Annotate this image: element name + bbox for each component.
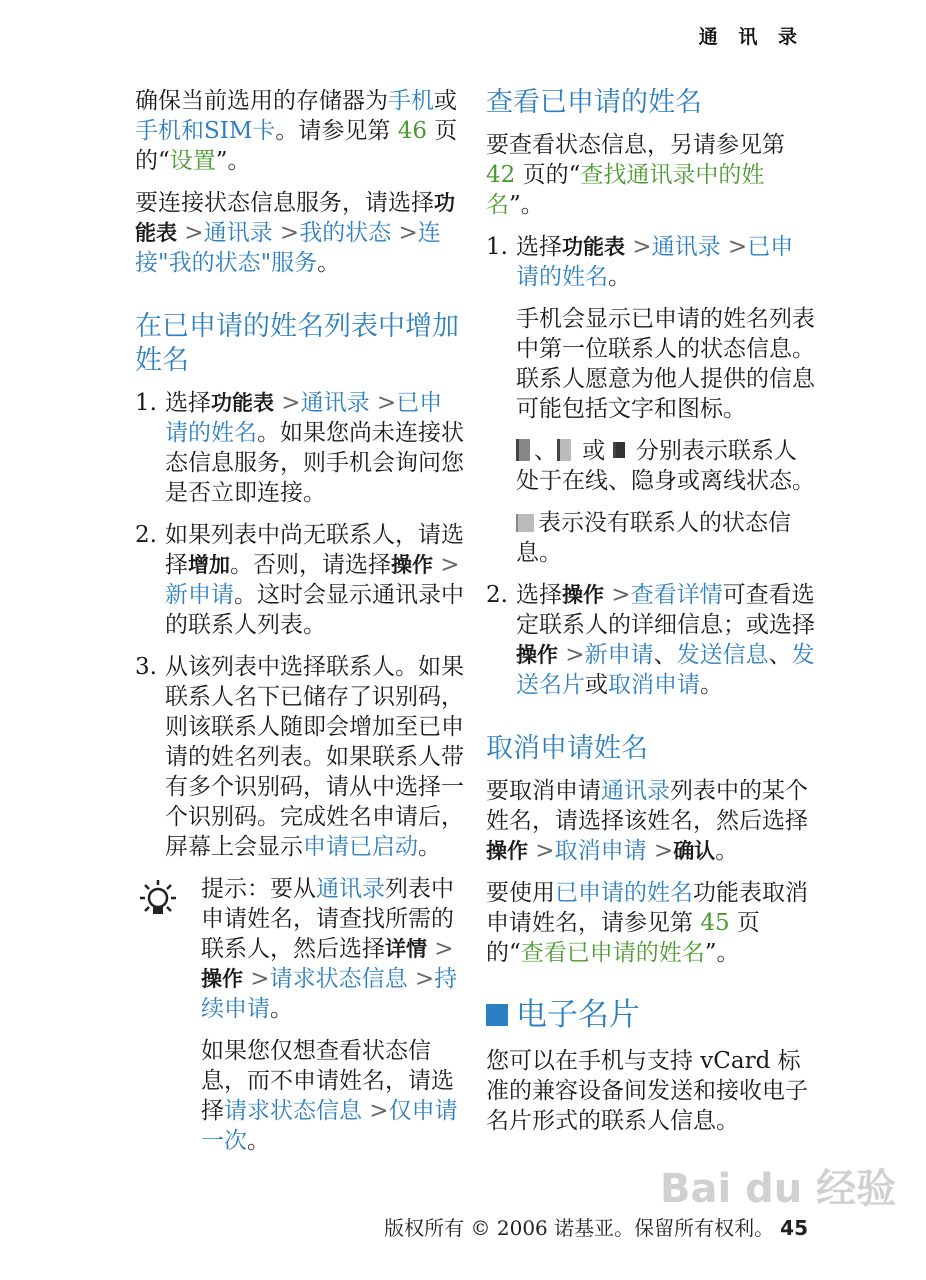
page-ref[interactable]: 45 xyxy=(700,910,730,936)
link-subscribed-names[interactable]: 已申请的姓名 xyxy=(555,880,693,906)
link-new-subscription[interactable]: 新申请 xyxy=(165,582,234,608)
link-cancel-subscription[interactable]: 取消申请 xyxy=(554,838,647,864)
copyright-text: 版权所有 © 2006 诺基亚。保留所有权利。 xyxy=(384,1216,775,1240)
paragraph-cancel-menu: 要使用已申请的姓名功能表取消申请姓名，请参见第 45 页的“查看已申请的姓名”。 xyxy=(486,880,808,966)
add-steps-list xyxy=(135,388,465,862)
heading-add-names: 在已申请的姓名列表中增加姓名 xyxy=(135,311,459,376)
list-item: 1. 选择功能表 >通讯录 >已申请的姓名。 xyxy=(486,234,794,290)
no-status-icon xyxy=(516,514,534,532)
left-column xyxy=(135,86,465,1168)
link-phone-sim[interactable]: 手机和SIM卡 xyxy=(135,118,276,144)
link-contacts[interactable]: 通讯录 xyxy=(601,778,670,804)
link-contacts[interactable]: 通讯录 xyxy=(203,220,273,246)
view-steps-list-2 xyxy=(486,580,816,700)
section-header: 通 讯 录 xyxy=(698,26,804,48)
tip-text-2: 如果您仅想查看状态信息，而不申请姓名，请选择请求状态信息 >仅申请一次。 xyxy=(201,1038,458,1154)
link-my-presence[interactable]: 我的状态 xyxy=(299,220,392,246)
page-ref[interactable]: 46 xyxy=(397,118,427,144)
invisible-icon xyxy=(557,439,571,461)
lightbulb-icon xyxy=(135,878,181,924)
page-number: 45 xyxy=(780,1216,808,1240)
link-send-card[interactable]: 发送名片 xyxy=(516,642,815,698)
link-new-subscription[interactable]: 新申请 xyxy=(584,642,654,668)
link-contacts[interactable]: 通讯录 xyxy=(300,390,370,416)
menu-term: 功能表 xyxy=(135,191,455,245)
link-contacts[interactable]: 通讯录 xyxy=(651,234,721,260)
paragraph-no-status: 表示没有联系人的状态信息。 xyxy=(516,510,791,566)
crossref-view-names[interactable]: 查看已申请的姓名 xyxy=(520,940,705,966)
link-send-message[interactable]: 发送信息 xyxy=(676,642,769,668)
link-phone[interactable]: 手机 xyxy=(388,88,434,114)
right-column xyxy=(486,86,816,1148)
paragraph-connect: 要连接状态信息服务，请选择功能表 >通讯录 >我的状态 >连接"我的状态"服务。 xyxy=(135,190,455,276)
link-view-details[interactable]: 查看详情 xyxy=(630,582,723,608)
watermark-logo xyxy=(660,1158,897,1214)
tip-block xyxy=(135,874,465,1156)
svg-text:Bai du 经验: Bai du 经验 xyxy=(660,1166,897,1212)
heading-view-names: 查看已申请的姓名 xyxy=(486,87,702,118)
paragraph-view-status: 要查看状态信息，另请参见第 42 页的“查找通讯录中的姓名”。 xyxy=(486,132,785,218)
link-subscription-started[interactable]: 申请已启动 xyxy=(303,834,418,860)
link-cancel-subscription[interactable]: 取消申请 xyxy=(608,672,700,698)
link-subscribed-names[interactable]: 已申请的姓名 xyxy=(165,390,443,446)
link-continuous-subscription[interactable]: 持续申请 xyxy=(201,966,458,1022)
view-steps-list xyxy=(486,232,816,292)
link-contacts[interactable]: 通讯录 xyxy=(316,876,385,902)
list-item: 3. 从该列表中选择联系人。如果联系人名下已储存了识别码，则该联系人随即会增加至已申请的姓名列表。如果联系人带有多个识别码，请从中选择一个识别码。完成姓名申请后，屏幕上会显示申请已启动。 xyxy=(135,654,464,860)
list-item: 2. 如果列表中尚无联系人，请选择增加。否则，请选择操作 >新申请。这时会显示通讯录中的联系人列表。 xyxy=(135,522,464,638)
offline-icon xyxy=(613,442,625,458)
paragraph-status-icons: 、 或 分别表示联系人处于在线、隐身或离线状态。 xyxy=(516,438,815,494)
section-square-icon xyxy=(486,1004,508,1026)
page-footer xyxy=(384,1212,808,1241)
link-connect-presence[interactable]: 连接"我的状态"服务 xyxy=(135,220,441,276)
link-request-status[interactable]: 请求状态信息 xyxy=(224,1098,362,1124)
page-ref[interactable]: 42 xyxy=(486,162,516,188)
heading-cancel-names: 取消申请姓名 xyxy=(486,733,648,764)
heading-business-cards: 电子名片 xyxy=(486,996,816,1034)
link-request-status[interactable]: 请求状态信息 xyxy=(269,966,408,992)
crossref-find-names[interactable]: 查找通讯录中的姓名 xyxy=(486,162,765,218)
paragraph-cancel: 要取消申请通讯录列表中的某个姓名，请选择该姓名，然后选择操作 >取消申请 >确认。 xyxy=(486,778,808,864)
crossref-settings[interactable]: 设置 xyxy=(169,148,216,174)
list-item: 2. 选择操作 >查看详情可查看选定联系人的详细信息；或选择操作 >新申请、发送信息、发送名片或取消申请。 xyxy=(486,582,815,698)
paragraph-status-display: 手机会显示已申请的姓名列表中第一位联系人的状态信息。联系人愿意为他人提供的信息可能包括文字和图标。 xyxy=(516,306,815,422)
online-icon xyxy=(516,439,530,461)
paragraph-storage: 确保当前选用的存储器为手机或手机和SIM卡。请参见第 46 页的“设置”。 xyxy=(135,88,458,174)
tip-text: 提示：要从通讯录列表中申请姓名，请查找所需的联系人，然后选择详情 >操作 >请求状态信息 >持续申请。 xyxy=(201,876,458,1022)
paragraph-vcard: 您可以在手机与支持 vCard 标准的兼容设备间发送和接收电子名片形式的联系人信息。 xyxy=(486,1048,808,1134)
link-request-once[interactable]: 仅申请一次 xyxy=(201,1098,458,1154)
link-subscribed-names[interactable]: 已申请的姓名 xyxy=(516,234,794,290)
list-item: 1. 选择功能表 >通讯录 >已申请的姓名。如果您尚未连接状态信息服务，则手机会询问您是否立即连接。 xyxy=(135,390,464,506)
